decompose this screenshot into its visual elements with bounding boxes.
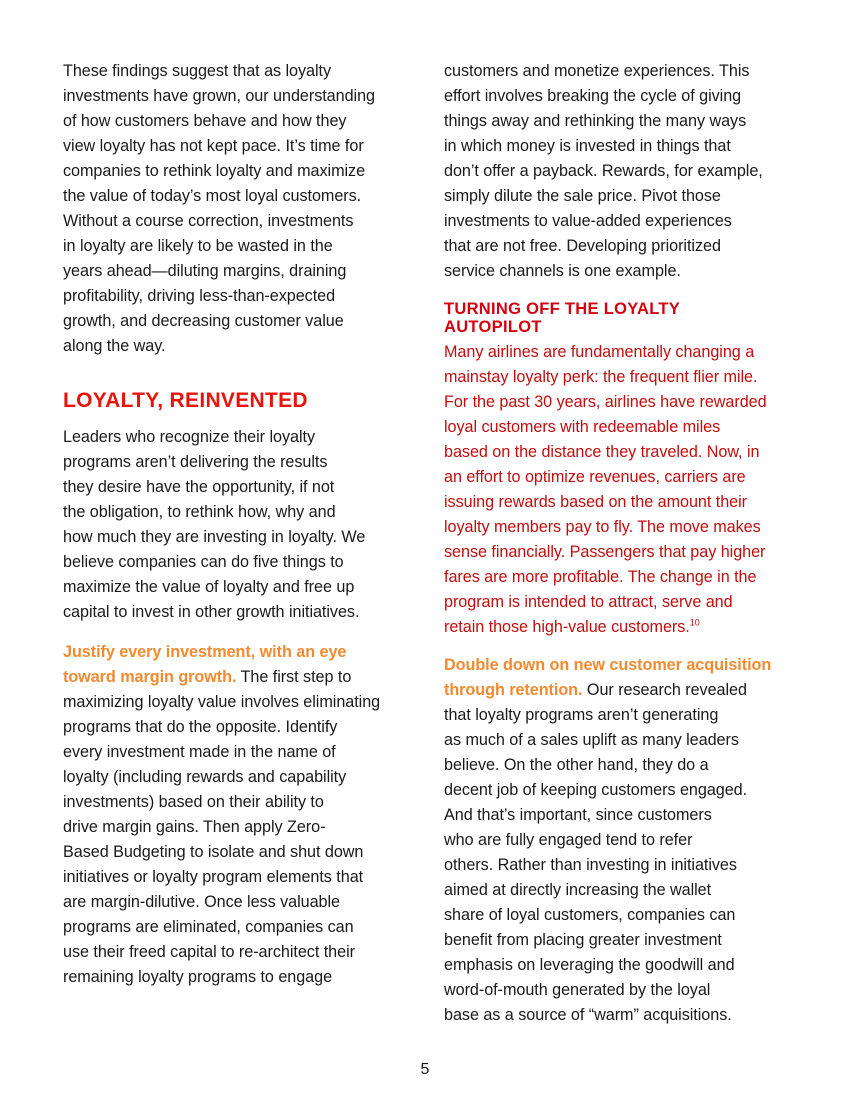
section-heading-loyalty-reinvented: LOYALTY, REINVENTED — [63, 389, 308, 412]
sidebar-heading: TURNING OFF THE LOYALTY AUTOPILOT — [444, 300, 681, 336]
sidebar-callout — [444, 300, 804, 640]
intro-paragraph: These findings suggest that as loyalty investments have grown, our understanding of how customers behave and how they view loyalty has not kept pace. It’s time for companies to rethink loyalty and maximize the value of today’s most loyal customers. Without a course correction, investments in loyalty are likely to be wasted in the years ahead—diluting margins, draining profitability, driving less-than-expected growth, and decreasing customer value along the way. — [63, 62, 375, 355]
footnote-marker: 10 — [689, 617, 700, 628]
right-column — [444, 59, 804, 1028]
justify-paragraph — [63, 640, 413, 990]
left-column — [63, 59, 413, 990]
page-number: 5 — [420, 1061, 430, 1078]
continuation-paragraph: customers and monetize experiences. This effort involves breaking the cycle of giving things away and rethinking the many ways in which money is invested in things that don’t offer a payback. Rewards, for example, simply dilute the sale price. Pivot those investments to value-added experiences that are not free. Developing prioritized service channels is one example. — [444, 62, 763, 280]
double-down-paragraph — [444, 653, 804, 1028]
double-down-body: Our research revealed that loyalty programs aren’t generating as much of a sales uplift as many leaders believe. On the other hand, they do a decent job of keeping customers engaged. And that’s important, since customers who are fully engaged tend to refer others. Rather than investing in initiatives aimed at directly increasing the wallet share of loyal customers, companies can benefit from placing greater investment emphasis on leveraging the goodwill and word-of-mouth generated by the loyal base as a source of “warm” acquisitions. — [444, 681, 748, 1024]
sidebar-body: Many airlines are fundamentally changing a mainstay loyalty perk: the frequent flier mile. For the past 30 years, airlines have rewarded loyal customers with redeemable miles based on the distance they traveled. Now, in an effort to optimize revenues, carriers are issuing rewards based on the amount their loyalty members pay to fly. The move makes sense financially. Passengers that pay higher fares are more profitable. The change in the program is intended to attract, serve and retain those high-value customers. — [444, 343, 767, 636]
reinvented-paragraph: Leaders who recognize their loyalty programs aren’t delivering the results they desire have the opportunity, if not the obligation, to rethink how, why and how much they are investing in loyalty. We believe companies can do five things to maximize the value of loyalty and free up capital to invest in other growth initiatives. — [63, 428, 366, 621]
justify-body: The first step to maximizing loyalty value involves eliminating programs that do the opposite. Identify every investment made in the name of loyalty (including rewards and capability investments) based on their ability to drive margin gains. Then apply Zero- Based Budgeting to isolate and shut down initiatives or loyalty program elements that are margin-dilutive. Once less valuable programs are eliminated, companies can use their freed capital to re-architect their remaining loyalty programs to engage — [63, 668, 381, 986]
sidebar-paragraph — [444, 340, 804, 640]
justify-lead-in: Justify every investment, with an eye toward margin growth. — [63, 643, 347, 686]
double-down-lead-in: Double down on new customer acquisition through retention. — [444, 656, 772, 699]
